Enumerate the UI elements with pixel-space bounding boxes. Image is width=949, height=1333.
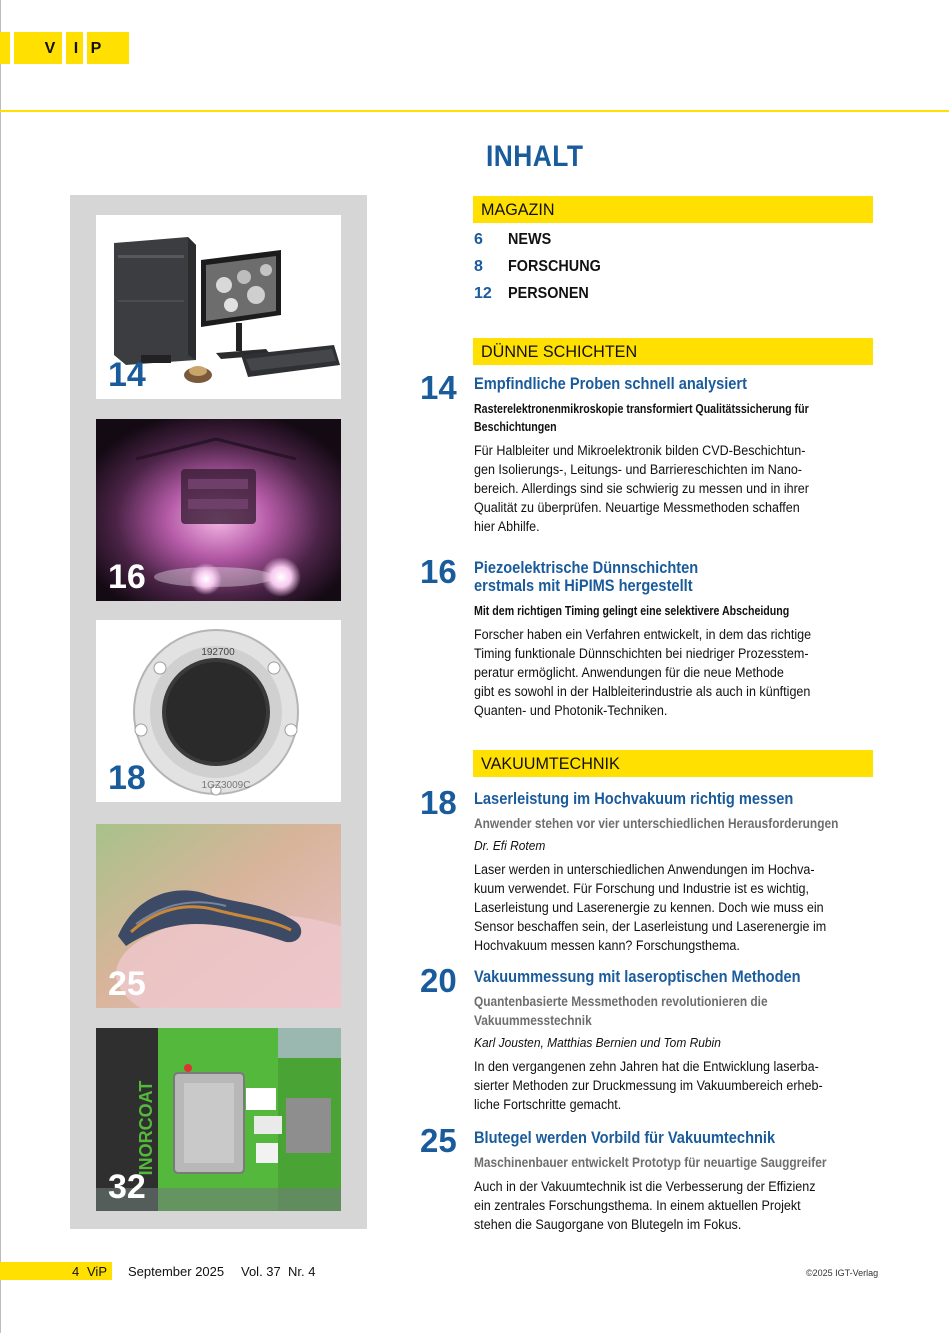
article-page-number: 14 xyxy=(420,369,457,406)
article-teaser xyxy=(474,860,826,955)
article-teaser-line: sierter Methoden zur Druckmessung im Vakuumbereich erheb- xyxy=(474,1078,823,1093)
thumbnail-number: 32 xyxy=(108,1168,146,1206)
thumbnail-sem-instrument[interactable] xyxy=(96,215,341,399)
article-title[interactable] xyxy=(474,559,698,595)
article-teaser-line: Sensor beschaffen sein, der Laserleistung und Laserenergie im xyxy=(474,919,827,934)
article-subtitle-line: Maschinenbauer entwickelt Prototyp für neuartige Sauggreifer xyxy=(474,1154,827,1170)
article-subtitle xyxy=(474,1153,826,1172)
logo-separator xyxy=(10,32,14,64)
footer-issue-date: September 2025 xyxy=(128,1264,225,1279)
footer-volume: Vol. 37 xyxy=(241,1264,281,1279)
vip-logo xyxy=(0,32,129,64)
article-teaser xyxy=(474,1177,815,1234)
article-teaser-line: ein zentrales Forschungsthema. In einem aktuellen Projekt xyxy=(474,1198,801,1213)
article-subtitle-line: Anwender stehen vor vier unterschiedlichen Herausforderungen xyxy=(474,815,839,831)
article-teaser-line: Hochvakuum messen kann? Forschungsthema. xyxy=(474,938,740,953)
left-page-rule xyxy=(0,0,1,1333)
article-title[interactable] xyxy=(474,1129,775,1147)
article-title[interactable] xyxy=(474,968,801,986)
article-teaser-line: Auch in der Vakuumtechnik ist die Verbesserung der Effizienz xyxy=(474,1179,816,1194)
magazin-page-number: 12 xyxy=(474,285,492,302)
article-title[interactable] xyxy=(474,375,747,393)
section-label: MAGAZIN xyxy=(481,200,555,219)
magazin-item-news[interactable]: NEWS xyxy=(508,231,552,248)
article-teaser-line: liche Fortschritte gemacht. xyxy=(474,1097,622,1112)
article-title-line: Empfindliche Proben schnell analysiert xyxy=(474,374,747,393)
article-page-number: 20 xyxy=(420,962,457,999)
article-teaser xyxy=(474,625,811,720)
article-subtitle xyxy=(474,602,789,620)
article-page-number: 25 xyxy=(420,1122,457,1159)
copyright-notice: ©2025 IGT-Verlag xyxy=(806,1268,879,1278)
page-title: INHALT xyxy=(486,140,584,173)
thumbnail-leech[interactable] xyxy=(96,824,341,1008)
header-rule xyxy=(0,110,949,112)
machine-brand-text: INORCOAT xyxy=(136,1080,156,1176)
thumbnail-number: 14 xyxy=(108,356,146,394)
article-author: Karl Jousten, Matthias Bernien und Tom Rubin xyxy=(474,1035,721,1050)
thumbnail-coating-machine[interactable] xyxy=(96,1028,341,1211)
article-subtitle-line: Quantenbasierte Messmethoden revolutionieren die xyxy=(474,993,768,1009)
article-subtitle-line: Vakuummesstechnik xyxy=(474,1012,592,1028)
article-teaser-line: kuum verwendet. Für Forschung und Industrie ist es wichtig, xyxy=(474,881,809,896)
section-header-vakuumtechnik xyxy=(473,750,873,777)
magazin-page-number: 8 xyxy=(474,258,483,275)
flange-code-top: 192700 xyxy=(201,647,235,658)
article-teaser-line: Laserleistung und Laserenergie zu kennen. Doch wie muss ein xyxy=(474,900,824,915)
flange-code-bottom: 1GZ3009C xyxy=(201,780,251,791)
logo-letter-v: V xyxy=(44,40,56,57)
article-subtitle xyxy=(474,814,838,833)
section-header-duenne-schichten xyxy=(473,338,873,365)
thumbnail-number: 25 xyxy=(108,965,146,1003)
thumbnail-number: 16 xyxy=(108,558,146,596)
article-subtitle-line: Rasterelektronenmikroskopie transformiert Qualitätssicherung für xyxy=(474,402,809,416)
article-title-line: erstmals mit HiPIMS hergestellt xyxy=(474,576,693,595)
article-teaser-line: Timing funktionale Dünnschichten bei niedriger Prozesstem- xyxy=(474,646,809,661)
thumbnail-number: 18 xyxy=(108,759,146,797)
article-title-line: Vakuummessung mit laseroptischen Methoden xyxy=(474,967,801,986)
article-title-line: Blutegel werden Vorbild für Vakuumtechnik xyxy=(474,1128,776,1147)
article-teaser-line: gen Isolierungs-, Leitungs- und Barriereschichten im Nano- xyxy=(474,462,802,477)
article-teaser-line: bereich. Allerdings sind sie schwierig zu messen und in ihrer xyxy=(474,481,809,496)
footer-page-number: 4 xyxy=(72,1264,80,1279)
thumbnail-sensor-flange[interactable] xyxy=(96,620,341,802)
article-teaser xyxy=(474,1057,823,1114)
article-teaser-line: Forscher haben ein Verfahren entwickelt, in dem das richtige xyxy=(474,627,812,642)
article-title[interactable] xyxy=(474,790,793,808)
article-teaser-line: In den vergangenen zehn Jahren hat die Entwicklung laserba- xyxy=(474,1059,819,1074)
article-author: Dr. Efi Rotem xyxy=(474,838,546,853)
article-teaser-line: Für Halbleiter und Mikroelektronik bilden CVD-Beschichtun- xyxy=(474,443,806,458)
footer-issue-number: Nr. 4 xyxy=(288,1264,316,1279)
article-teaser-line: peratur ermöglicht. Anwendungen für die neue Methode xyxy=(474,665,784,680)
article-teaser-line: Qualität zu überprüfen. Neuartige Messmethoden schaffen xyxy=(474,500,800,515)
section-label: DÜNNE SCHICHTEN xyxy=(481,342,638,361)
article-subtitle-line: Beschichtungen xyxy=(474,420,557,434)
thumbnail-plasma-chamber[interactable] xyxy=(96,419,341,601)
article-subtitle xyxy=(474,992,768,1030)
article-teaser-line: stehen die Saugorgane von Blutegeln im Fokus. xyxy=(474,1217,742,1232)
section-header-magazin xyxy=(473,196,873,223)
article-page-number: 18 xyxy=(420,784,457,821)
article-teaser-line: Laser werden in unterschiedlichen Anwendungen im Hochva- xyxy=(474,862,815,877)
article-subtitle xyxy=(474,400,809,436)
article-teaser-line: gibt es sowohl in der Halbleiterindustrie als auch in künftigen xyxy=(474,684,811,699)
article-page-number: 16 xyxy=(420,553,457,590)
footer-magazine-name: ViP xyxy=(87,1264,107,1279)
magazin-page-number: 6 xyxy=(474,231,483,248)
article-teaser-line: Quanten- und Photonik-Techniken. xyxy=(474,703,668,718)
logo-letter-i: I xyxy=(73,40,79,57)
article-title-line: Laserleistung im Hochvakuum richtig messen xyxy=(474,789,794,808)
logo-letter-p: P xyxy=(90,40,102,57)
article-title-line: Piezoelektrische Dünnschichten xyxy=(474,558,699,577)
section-label: VAKUUMTECHNIK xyxy=(481,754,620,773)
article-teaser xyxy=(474,441,809,536)
magazin-item-personen[interactable]: PERSONEN xyxy=(508,285,589,302)
magazin-item-forschung[interactable]: FORSCHUNG xyxy=(508,258,601,275)
article-subtitle-line: Mit dem richtigen Timing gelingt eine selektivere Abscheidung xyxy=(474,604,790,618)
article-teaser-line: hier Abhilfe. xyxy=(474,519,540,534)
